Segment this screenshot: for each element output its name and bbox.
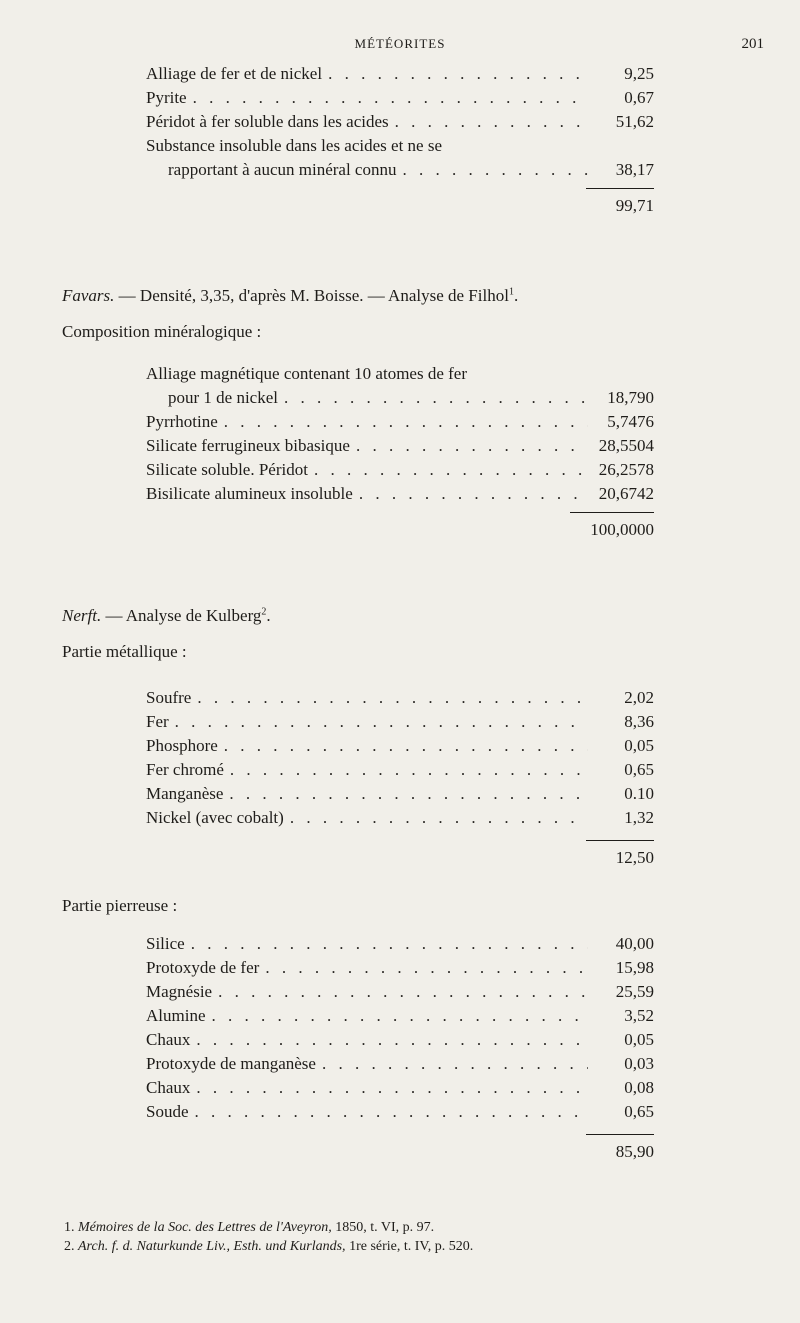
table-row: Alliage magnétique contenant 10 atomes de fer: [146, 364, 467, 383]
footnote-ref: 1: [508, 286, 514, 298]
analysis-table-2: [146, 362, 654, 543]
sum-rule: [586, 1134, 654, 1135]
footnote-ref: 2: [261, 606, 267, 618]
table-row: Phosphore . . . 0,05: [146, 734, 654, 758]
analysis-table-4: [146, 932, 654, 1165]
table-row: Pyrrhotine . . . 5,7476: [146, 410, 654, 434]
table-row: Silicate ferrugineux bibasique . . . 28,5504: [146, 434, 654, 458]
locality-name: Favars.: [62, 286, 115, 305]
table-row: Magnésie . . . 25,59: [146, 980, 654, 1004]
section-heading: Partie pierreuse :: [62, 896, 178, 915]
table-row: Fer . . . 8,36: [146, 710, 654, 734]
section-heading: Composition minéralogique :: [62, 322, 262, 341]
table-row: Soufre . . . 2,02: [146, 686, 654, 710]
table-row: Protoxyde de manganèse . . . 0,03: [146, 1052, 654, 1076]
table-row: pour 1 de nickel . . . 18,790: [146, 386, 654, 410]
footnote: 1. Mémoires de la Soc. des Lettres de l'Aveyron, 1850, t. VI, p. 97.: [64, 1220, 435, 1235]
footnote: 2. Arch. f. d. Naturkunde Liv., Esth. und Kurlands, 1re série, t. IV, p. 520.: [64, 1239, 474, 1254]
sum-rule: [586, 188, 654, 189]
footnotes: [64, 1218, 744, 1256]
section-heading: Partie métallique :: [62, 642, 187, 661]
favars-paragraph: Favars. — Densité, 3,35, d'après M. Boisse. — Analyse de Filhol$^1$.: [62, 286, 519, 305]
nerft-paragraph: Nerft. — Analyse de Kulberg$^2$.: [62, 606, 271, 625]
running-head: MÉTÉORITES: [354, 36, 446, 51]
page-header: [0, 36, 800, 56]
table-row: Chaux . . . 0,05: [146, 1028, 654, 1052]
table-row: Silice . . . 40,00: [146, 932, 654, 956]
page-number: 201: [741, 36, 764, 52]
table-row: Manganèse . . . 0.10: [146, 782, 654, 806]
table-row: Fer chromé . . . 0,65: [146, 758, 654, 782]
table-row: Pyrite . . . 0,67: [146, 86, 654, 110]
table-row: Nickel (avec cobalt) . . . 1,32: [146, 806, 654, 830]
table-row: Protoxyde de fer . . . 15,98: [146, 956, 654, 980]
table-row: Soude . . . 0,65: [146, 1100, 654, 1124]
analysis-table-3: [146, 686, 654, 871]
table-total: 12,50: [615, 848, 654, 867]
table-row: Alumine . . . 3,52: [146, 1004, 654, 1028]
table-row: Substance insoluble dans les acides et ne se: [146, 136, 443, 155]
locality-name: Nerft.: [62, 606, 102, 625]
table-row: Alliage de fer et de nickel . . . 9,25: [146, 62, 654, 86]
sum-rule: [586, 840, 654, 841]
table-total: 99,71: [615, 196, 654, 215]
table-total: 85,90: [615, 1142, 654, 1161]
table-total: 100,0000: [590, 520, 654, 539]
table-row: rapportant à aucun minéral connu . . . 38,17: [146, 158, 654, 182]
table-row: Chaux . . . 0,08: [146, 1076, 654, 1100]
table-row: Silicate soluble. Péridot . . . 26,2578: [146, 458, 654, 482]
analysis-table-1: [146, 62, 654, 219]
sum-rule: [570, 512, 654, 513]
table-row: Bisilicate alumineux insoluble . . . 20,6742: [146, 482, 654, 506]
table-row: Péridot à fer soluble dans les acides . . . 51,62: [146, 110, 654, 134]
